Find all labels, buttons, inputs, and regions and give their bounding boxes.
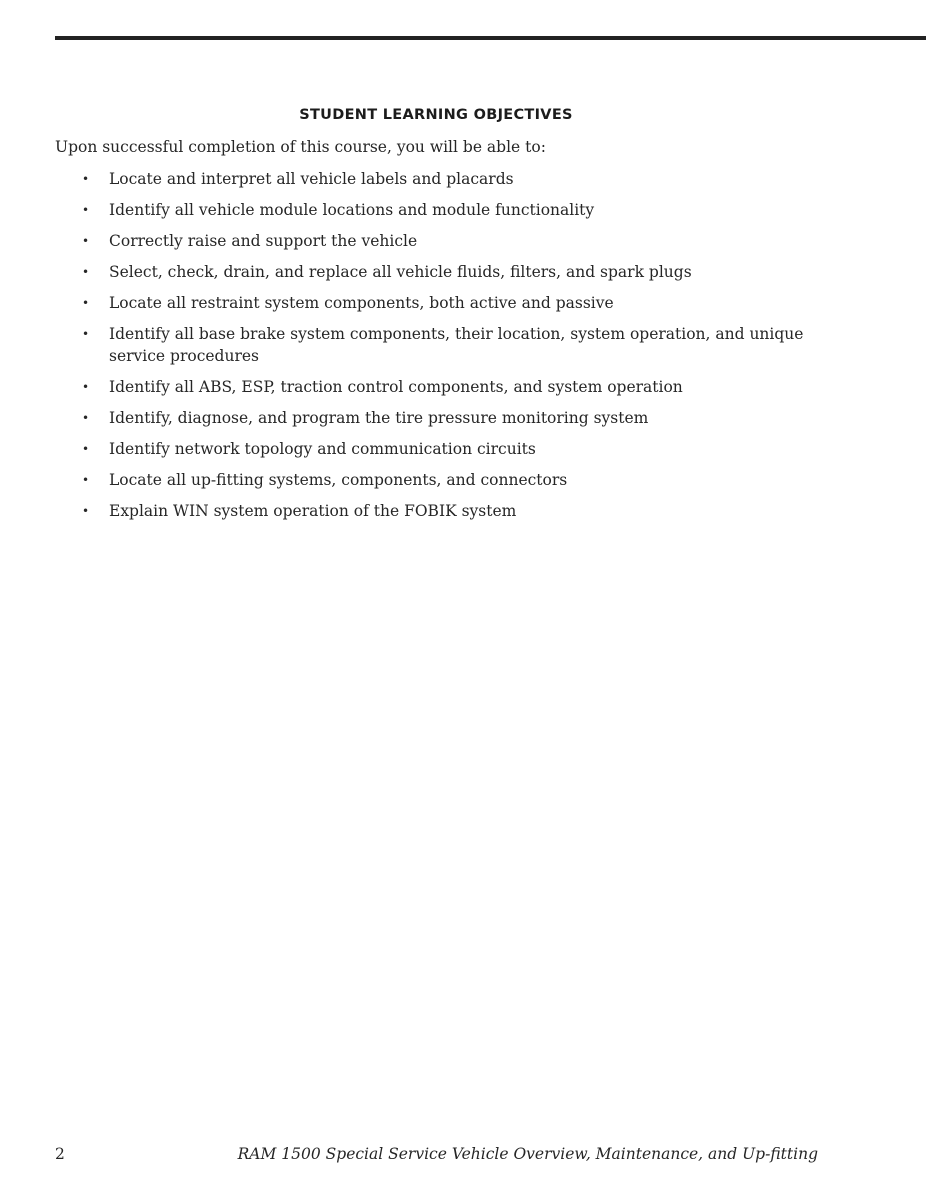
objective-text: Locate all up-fitting systems, components, and connectors <box>109 471 568 489</box>
bullet-icon: • <box>82 234 90 248</box>
objective-text: Locate and interpret all vehicle labels and placards <box>109 170 514 188</box>
objective-text: Identify all vehicle module locations and module functionality <box>109 201 595 219</box>
list-item <box>0 168 926 190</box>
heading-text: STUDENT LEARNING OBJECTIVES <box>299 107 573 123</box>
list-item <box>0 261 926 283</box>
list-item <box>0 292 926 314</box>
page-heading <box>0 107 872 123</box>
bullet-icon: • <box>82 442 90 456</box>
objective-text: Select, check, drain, and replace all vehicle fluids, filters, and spark plugs <box>109 263 692 281</box>
objective-text: Locate all restraint system components, both active and passive <box>109 294 614 312</box>
header-rule <box>55 36 926 40</box>
objective-text: Correctly raise and support the vehicle <box>109 232 418 250</box>
list-item <box>0 376 926 398</box>
list-item <box>0 469 926 491</box>
bullet-icon: • <box>82 380 90 394</box>
bullet-icon: • <box>82 172 90 186</box>
objective-text: Identify all ABS, ESP, traction control components, and system operation <box>109 378 683 396</box>
bullet-icon: • <box>82 473 90 487</box>
intro-text: Upon successful completion of this course, you will be able to: <box>55 138 546 156</box>
list-item <box>0 230 926 252</box>
bullet-icon: • <box>82 411 90 425</box>
footer-document-title: RAM 1500 Special Service Vehicle Overview, Maintenance, and Up-fitting <box>237 1145 818 1163</box>
objective-text: Identify all base brake system components, their location, system operation, and unique service procedures <box>109 325 804 365</box>
objective-text: Identify, diagnose, and program the tire pressure monitoring system <box>109 409 649 427</box>
bullet-icon: • <box>82 265 90 279</box>
list-item <box>0 438 926 460</box>
objective-text: Explain WIN system operation of the FOBIK system <box>109 502 517 520</box>
bullet-icon: • <box>82 203 90 217</box>
objective-text: Identify network topology and communication circuits <box>109 440 536 458</box>
list-item <box>0 500 926 522</box>
list-item <box>0 323 926 367</box>
bullet-icon: • <box>82 327 90 341</box>
page-number: 2 <box>55 1145 65 1163</box>
objectives-list <box>0 168 926 531</box>
bullet-icon: • <box>82 504 90 518</box>
list-item <box>0 407 926 429</box>
list-item <box>0 199 926 221</box>
bullet-icon: • <box>82 296 90 310</box>
